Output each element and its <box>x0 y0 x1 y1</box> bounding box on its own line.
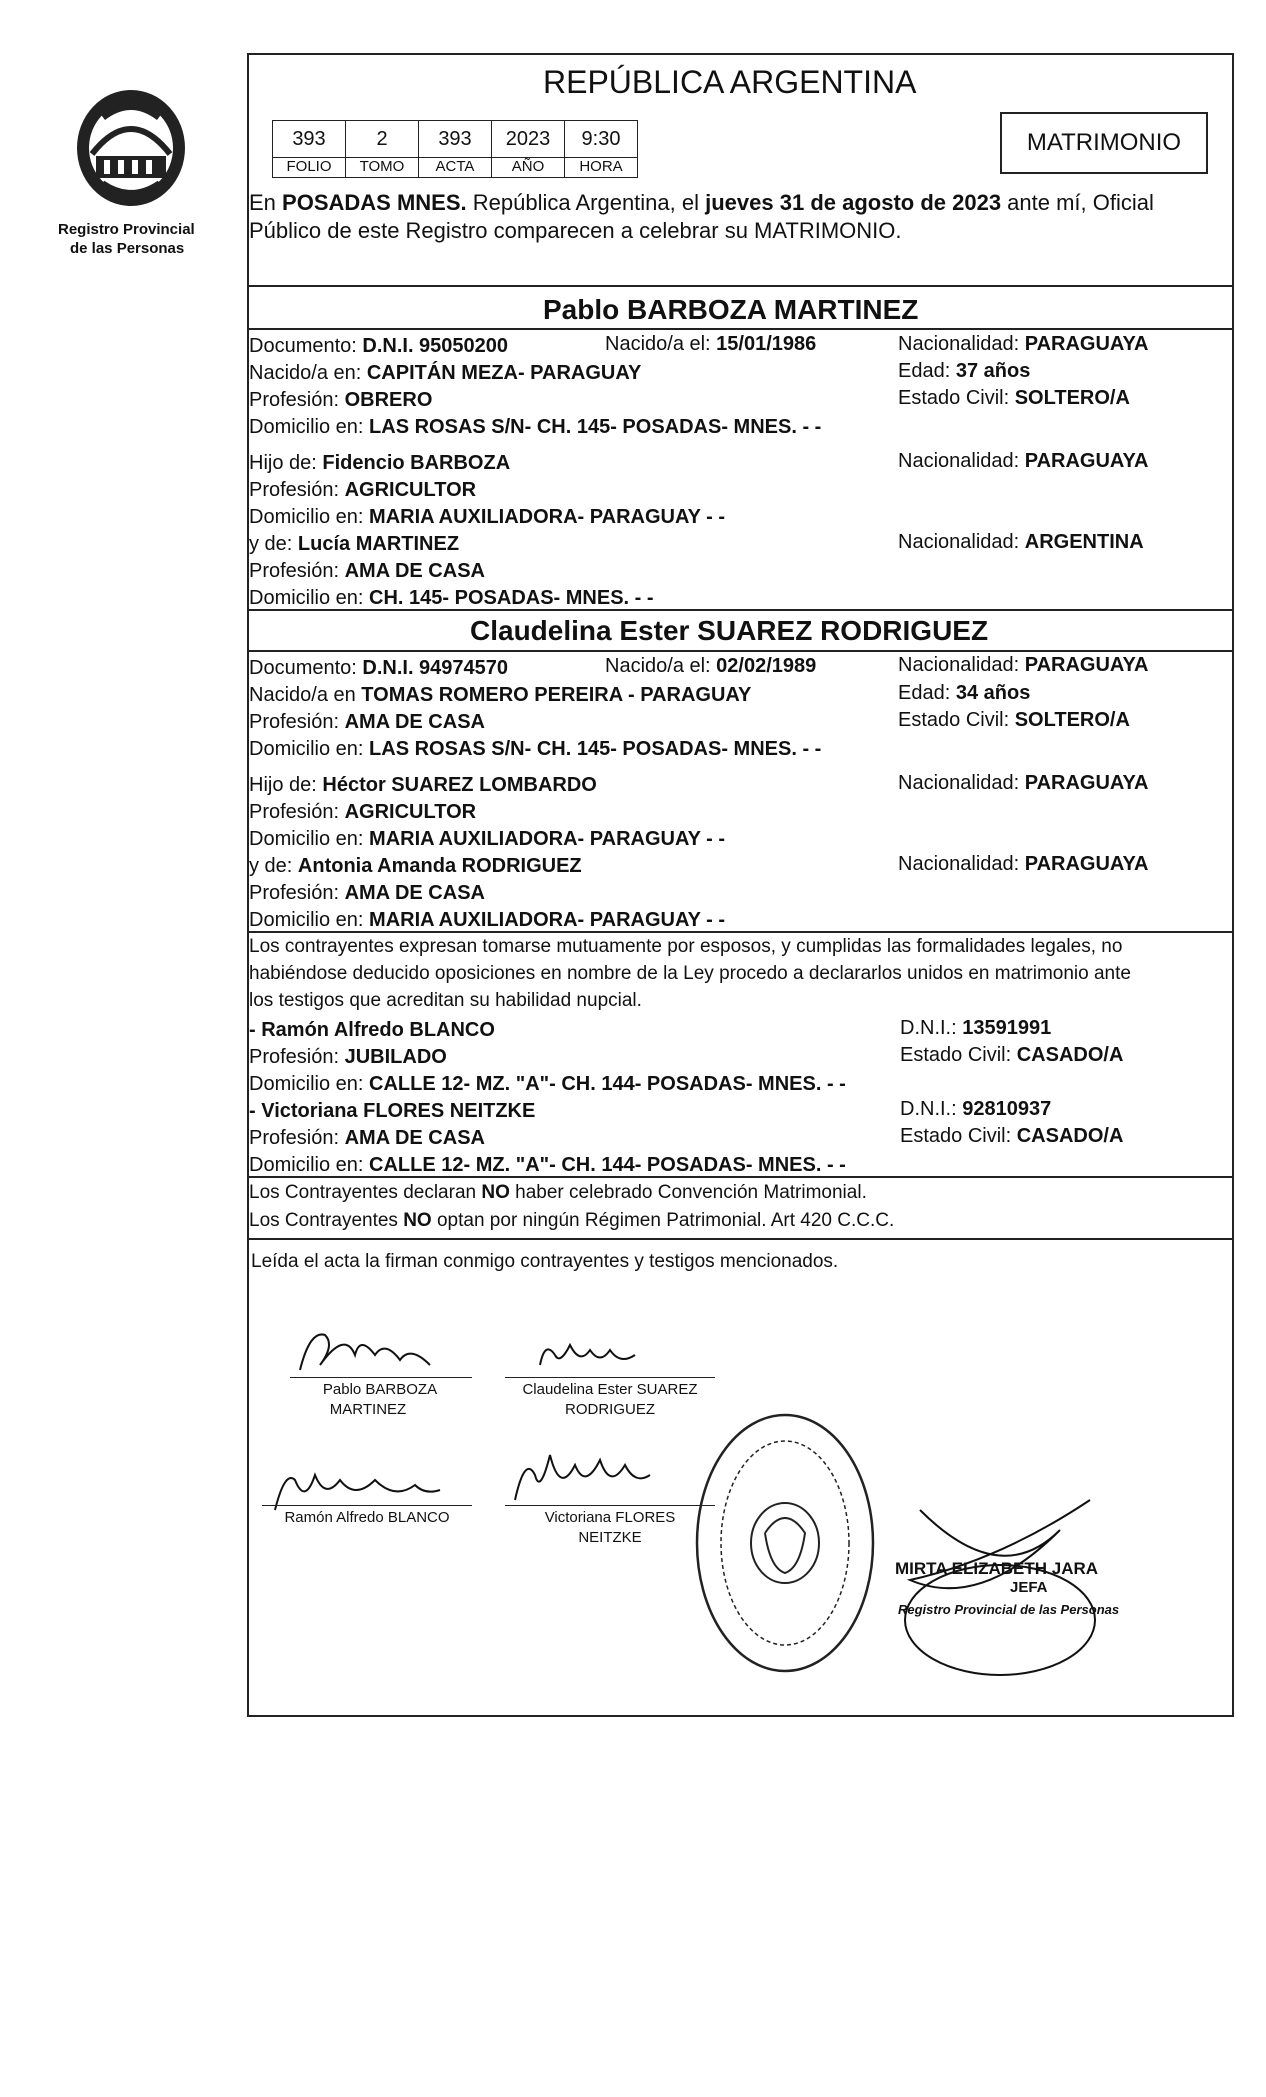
divider <box>247 285 1234 287</box>
declaration-line3: los testigos que acreditan su habilidad nupcial. <box>249 990 642 1011</box>
official-name: MIRTA ELIZABETH JARA <box>895 1559 1099 1578</box>
registry-seal-graphic <box>72 84 190 214</box>
signature-ramon-scribble <box>265 1460 445 1515</box>
witness1-domicilio: Domicilio en: CALLE 12- MZ. "A"- CH. 144- POSADAS- MNES. - - <box>249 1073 846 1095</box>
witness2-domicilio: Domicilio en: CALLE 12- MZ. "A"- CH. 144- POSADAS- MNES. - - <box>249 1154 846 1176</box>
official-office: Registro Provincial de las Personas <box>898 1602 1120 1617</box>
hora-label: HORA <box>564 157 638 178</box>
witness1-profesion: Profesión: JUBILADO <box>249 1046 447 1068</box>
official-role: JEFA <box>1010 1579 1048 1596</box>
spouse1-documento: Documento: D.N.I. 95050200 <box>249 335 509 357</box>
signature-claudelina-line2: RODRIGUEZ <box>565 1401 655 1418</box>
intro-line1: En POSADAS MNES. República Argentina, el jueves 31 de agosto de 2023 ante mí, Oficial <box>249 190 1154 215</box>
witness1-estado-civil: Estado Civil: CASADO/A <box>900 1044 1124 1066</box>
spouse1-mother-nacionalidad: Nacionalidad: ARGENTINA <box>898 531 1144 553</box>
declaration-line1: Los contrayentes expresan tomarse mutuamente por esposos, y cumplidas las formalidades legales, no <box>249 936 1123 957</box>
hora-value: 9:30 <box>564 120 638 158</box>
witness2-dni: D.N.I.: 92810937 <box>900 1098 1052 1120</box>
spouse2-name: Claudelina Ester SUAREZ RODRIGUEZ <box>470 615 989 646</box>
spouse1-father-domicilio: Domicilio en: MARIA AUXILIADORA- PARAGUAY - - <box>249 506 725 528</box>
spouse1-nacido-el: Nacido/a el: 15/01/1986 <box>605 333 817 355</box>
witness2-name: - Victoriana FLORES NEITZKE <box>249 1100 536 1122</box>
acta-value: 393 <box>418 120 492 158</box>
witness2-profesion: Profesión: AMA DE CASA <box>249 1127 485 1149</box>
spouse2-domicilio: Domicilio en: LAS ROSAS S/N- CH. 145- POSADAS- MNES. - - <box>249 738 822 760</box>
registry-logo <box>72 84 190 214</box>
spouse2-documento: Documento: D.N.I. 94974570 <box>249 657 509 679</box>
signature-line <box>290 1377 472 1378</box>
spouse1-mother: y de: Lucía MARTINEZ <box>249 533 460 555</box>
spouse2-mother-domicilio: Domicilio en: MARIA AUXILIADORA- PARAGUAY - - <box>249 909 725 931</box>
acta-label: ACTA <box>418 157 492 178</box>
record-type: MATRIMONIO <box>1026 129 1182 156</box>
signature-victoriana-line2: NEITZKE <box>578 1529 642 1546</box>
folio-label: FOLIO <box>272 157 346 178</box>
spouse2-edad: Edad: 34 años <box>898 682 1031 704</box>
divider <box>247 1238 1234 1240</box>
record-type-box <box>1000 112 1208 174</box>
signature-victoriana-scribble <box>505 1445 655 1505</box>
signature-victoriana-line1: Victoriana FLORES <box>544 1509 676 1526</box>
spouse2-mother-nacionalidad: Nacionalidad: PARAGUAYA <box>898 853 1149 875</box>
witness1-dni: D.N.I.: 13591991 <box>900 1017 1052 1039</box>
spouse1-nacido-en: Nacido/a en: CAPITÁN MEZA- PARAGUAY <box>249 362 642 384</box>
divider <box>247 931 1234 933</box>
spouse2-nacido-en: Nacido/a en TOMAS ROMERO PEREIRA - PARAGUAY <box>249 684 752 706</box>
divider <box>247 650 1234 652</box>
spouse2-nacionalidad: Nacionalidad: PARAGUAYA <box>898 654 1149 676</box>
declaration-line2: habiéndose deducido oposiciones en nombre de la Ley procedo a declararlos unidos en matrimonio ante <box>249 963 1131 984</box>
spouse1-domicilio: Domicilio en: LAS ROSAS S/N- CH. 145- POSADAS- MNES. - - <box>249 416 822 438</box>
signature-line <box>505 1377 715 1378</box>
intro-line2: Público de este Registro comparecen a celebrar su MATRIMONIO. <box>249 218 902 243</box>
spouse2-estado-civil: Estado Civil: SOLTERO/A <box>898 709 1130 731</box>
spouse2-father-profesion: Profesión: AGRICULTOR <box>249 801 477 823</box>
spouse2-mother: y de: Antonia Amanda RODRIGUEZ <box>249 855 582 877</box>
divider <box>247 328 1234 330</box>
divider <box>247 609 1234 611</box>
tomo-value: 2 <box>345 120 419 158</box>
signature-ramon-line1: Ramón Alfredo BLANCO <box>284 1509 450 1526</box>
witness2-estado-civil: Estado Civil: CASADO/A <box>900 1125 1124 1147</box>
signature-claudelina-line1: Claudelina Ester SUAREZ <box>522 1381 698 1398</box>
spouse2-nacido-el: Nacido/a el: 02/02/1989 <box>605 655 817 677</box>
tomo-label: TOMO <box>345 157 419 178</box>
signature-claudelina-scribble <box>530 1335 650 1375</box>
registry-name-line1: Registro Provincial <box>58 221 195 238</box>
spouse1-edad: Edad: 37 años <box>898 360 1031 382</box>
signature-pablo-scribble <box>290 1325 440 1380</box>
regime-line1: Los Contrayentes declaran NO haber celebrado Convención Matrimonial. <box>249 1182 867 1203</box>
document-title: REPÚBLICA ARGENTINA <box>543 64 917 100</box>
spouse2-father: Hijo de: Héctor SUAREZ LOMBARDO <box>249 774 597 796</box>
witness1-name: - Ramón Alfredo BLANCO <box>249 1019 495 1041</box>
registry-name-line2: de las Personas <box>70 240 185 257</box>
spouse2-father-nacionalidad: Nacionalidad: PARAGUAYA <box>898 772 1149 794</box>
spouse1-father-profesion: Profesión: AGRICULTOR <box>249 479 477 501</box>
ano-label: AÑO <box>491 157 565 178</box>
spouse1-mother-profesion: Profesión: AMA DE CASA <box>249 560 485 582</box>
signature-line <box>505 1505 715 1506</box>
spouse1-mother-domicilio: Domicilio en: CH. 145- POSADAS- MNES. - - <box>249 587 654 609</box>
spouse1-father-nacionalidad: Nacionalidad: PARAGUAYA <box>898 450 1149 472</box>
stamp-seal-graphic <box>690 1408 880 1678</box>
signature-pablo-line1: Pablo BARBOZA <box>322 1381 438 1398</box>
spouse2-mother-profesion: Profesión: AMA DE CASA <box>249 882 485 904</box>
official-stamp <box>690 1408 880 1678</box>
divider <box>247 1176 1234 1178</box>
spouse1-profesion: Profesión: OBRERO <box>249 389 433 411</box>
spouse1-nacionalidad: Nacionalidad: PARAGUAYA <box>898 333 1149 355</box>
regime-line2: Los Contrayentes NO optan por ningún Régimen Patrimonial. Art 420 C.C.C. <box>249 1210 895 1231</box>
spouse2-profesion: Profesión: AMA DE CASA <box>249 711 485 733</box>
spouse1-name: Pablo BARBOZA MARTINEZ <box>543 294 919 325</box>
spouse1-estado-civil: Estado Civil: SOLTERO/A <box>898 387 1130 409</box>
closing-text: Leída el acta la firman conmigo contrayentes y testigos mencionados. <box>251 1251 839 1272</box>
folio-value: 393 <box>272 120 346 158</box>
ano-value: 2023 <box>491 120 565 158</box>
signature-line <box>262 1505 472 1506</box>
spouse1-father: Hijo de: Fidencio BARBOZA <box>249 452 511 474</box>
signature-pablo-line2: MARTINEZ <box>329 1401 407 1418</box>
spouse2-father-domicilio: Domicilio en: MARIA AUXILIADORA- PARAGUAY - - <box>249 828 725 850</box>
